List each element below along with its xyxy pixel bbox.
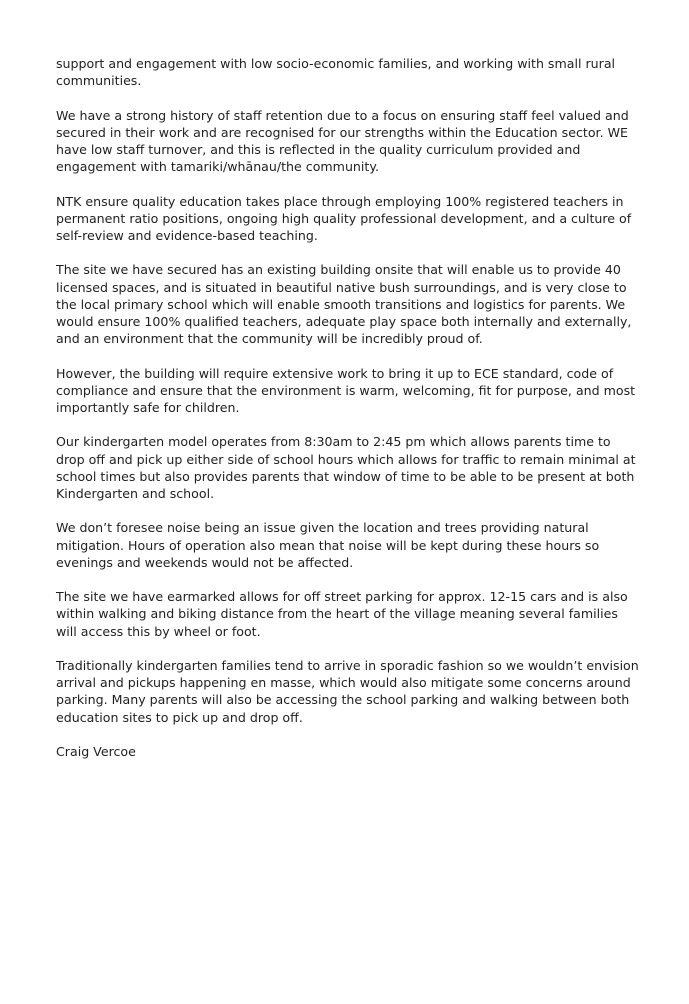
paragraph-staff-retention: We have a strong history of staff retention due to a focus on ensuring staff feel valued and secured in their work and are recognised for our strengths within the Education sector. WE have low staff turnover, and this is reflected in the quality curriculum provided and engagement with tamariki/whānau/the community. <box>56 107 629 175</box>
paragraph-building-work: However, the building will require extensive work to bring it up to ECE standard, code of compliance and ensure that the environment is warm, welcoming, fit for purpose, and most importantly safe for children. <box>56 365 636 415</box>
paragraph-traffic: Traditionally kindergarten families tend to arrive in sporadic fashion so we wouldn’t envision arrival and pickups happening en masse, which would also mitigate some concerns around parking. Many parents will also be accessing the school parking and walking between both education sites to pick up and drop off. <box>56 657 639 725</box>
paragraph-noise: We don’t foresee noise being an issue given the location and trees providing natural mitigation. Hours of operation also mean that noise will be kept during these hours so evenings and weekends would not be affected. <box>56 520 600 570</box>
paragraph-operating-hours: Our kindergarten model operates from 8:30am to 2:45 pm which allows parents time to drop off and pick up either side of school hours which allows for traffic to remain minimal at school times but also provides parents that window of time to be able to be present at both Kindergarten and school. <box>56 434 636 501</box>
signature-name: Craig Vercoe <box>56 743 136 759</box>
paragraph-community-engagement: support and engagement with low socio-economic families, and working with small rural communities. <box>56 56 616 89</box>
paragraph-site-description: The site we have secured has an existing building onsite that will enable us to provide 40 licensed spaces, and is situated in beautiful native bush surroundings, and is very close to the local primary school which will enable smooth transitions and logistics for parents. We would ensure 100% qualified teachers, adequate play space both internally and externally, and an environment that the community will be incredibly proud of. <box>56 262 632 347</box>
letter-body <box>56 55 640 760</box>
paragraph-parking: The site we have earmarked allows for off street parking for approx. 12-15 cars and is also within walking and biking distance from the heart of the village meaning several families will access this by wheel or foot. <box>56 589 628 639</box>
paragraph-quality-education: NTK ensure quality education takes place through employing 100% registered teachers in permanent ratio positions, ongoing high quality professional development, and a culture of self-review and evidence-based teaching. <box>56 193 632 243</box>
